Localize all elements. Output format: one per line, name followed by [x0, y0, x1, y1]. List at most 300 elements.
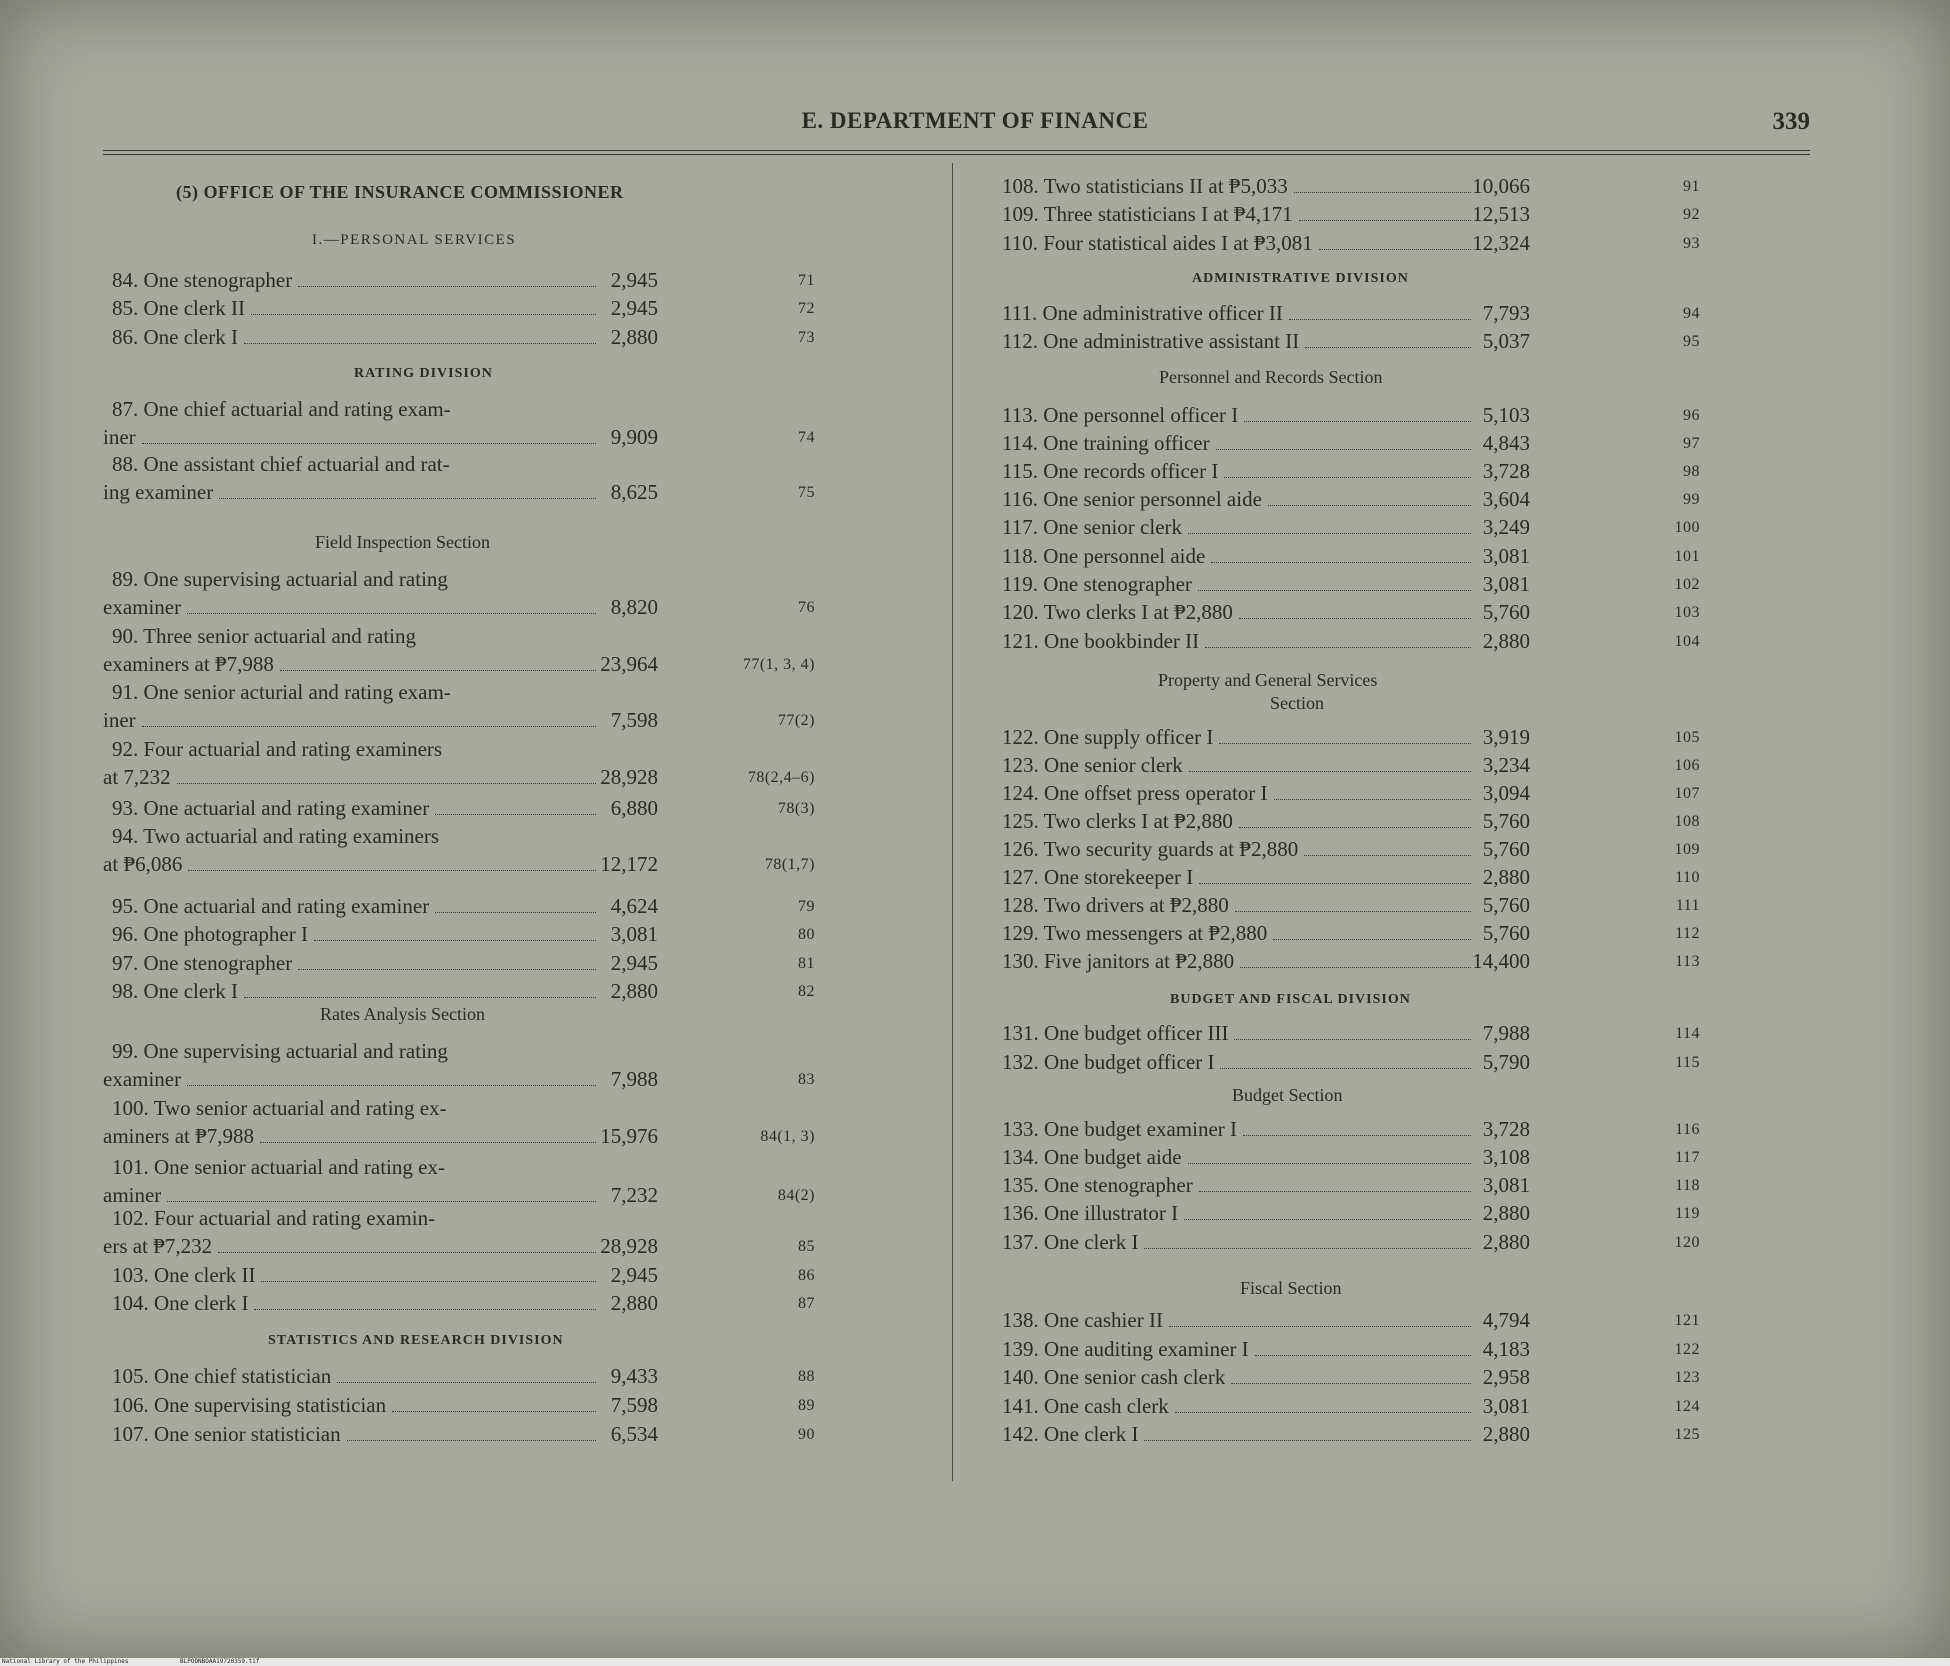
item-reference: 114 — [1675, 1025, 1700, 1042]
item-reference: 88 — [798, 1368, 815, 1385]
item-amount: 3,249 — [1482, 515, 1530, 539]
item-amount: 2,880 — [1482, 1230, 1530, 1254]
item-amount: 5,037 — [1482, 329, 1530, 353]
item-number: 104. — [112, 1291, 154, 1315]
leader-dots — [187, 1085, 596, 1086]
line-item — [1002, 1364, 1475, 1391]
item-reference: 113 — [1675, 953, 1700, 970]
item-reference: 89 — [798, 1397, 815, 1414]
item-number: 91. — [112, 680, 144, 704]
line-item-continuation — [103, 594, 600, 621]
line-item — [1002, 948, 1475, 975]
item-description-cont: aminers at ₱7,988 — [103, 1124, 255, 1148]
line-item-continuation — [103, 651, 600, 678]
item-number: 106. — [112, 1393, 154, 1417]
line-item-text — [112, 736, 442, 763]
item-amount: 2,880 — [1482, 1201, 1530, 1225]
item-label — [1002, 599, 1233, 626]
item-number: 127. — [1002, 865, 1044, 889]
item-reference: 111 — [1675, 897, 1700, 914]
heading-property-services-2: Section — [1270, 693, 1324, 713]
line-item-continuation — [103, 1066, 600, 1093]
item-number: 121. — [1002, 629, 1044, 653]
line-item — [1002, 1307, 1475, 1334]
item-label — [1002, 402, 1238, 429]
item-reference: 77(2) — [777, 712, 815, 729]
item-label — [112, 921, 308, 948]
item-label — [1002, 486, 1262, 513]
item-reference: 93 — [1683, 235, 1700, 252]
line-item-text — [112, 1038, 448, 1065]
line-item — [1002, 808, 1475, 835]
item-amount: 7,988 — [1482, 1021, 1530, 1045]
line-item — [112, 893, 600, 920]
item-number: 92. — [112, 737, 144, 761]
line-item — [112, 295, 600, 322]
item-number: 125. — [1002, 809, 1044, 833]
item-amount: 7,988 — [610, 1067, 658, 1091]
line-item — [112, 1421, 600, 1448]
item-number: 130. — [1002, 949, 1044, 973]
item-number: 112. — [1002, 329, 1044, 353]
item-reference: 123 — [1674, 1369, 1700, 1386]
item-description-cont: ing examiner — [103, 480, 214, 504]
item-label — [112, 950, 292, 977]
line-item-text — [112, 679, 451, 706]
item-description: One bookbinder II — [1044, 629, 1200, 653]
line-item — [112, 950, 600, 977]
item-description-cont: at 7,232 — [103, 765, 171, 789]
item-description: One supply officer I — [1044, 725, 1214, 749]
item-reference: 120 — [1674, 1234, 1700, 1251]
item-reference: 108 — [1674, 813, 1700, 830]
item-amount: 5,760 — [1482, 809, 1530, 833]
item-number: 86. — [112, 325, 144, 349]
line-item-text — [112, 823, 439, 850]
item-label — [1002, 752, 1183, 779]
scan-footer — [0, 1658, 1950, 1666]
item-amount: 12,513 — [1472, 202, 1530, 226]
item-description: One senior cash clerk — [1044, 1365, 1226, 1389]
line-item — [1002, 328, 1475, 355]
item-amount: 7,598 — [610, 708, 658, 732]
item-reference: 80 — [798, 926, 815, 943]
item-description: One clerk I — [154, 1291, 249, 1315]
item-number: 122. — [1002, 725, 1044, 749]
line-item-continuation — [103, 764, 600, 791]
item-reference: 95 — [1683, 333, 1700, 350]
item-description: One senior clerk — [1043, 515, 1183, 539]
line-item-continuation — [103, 1123, 600, 1150]
item-label — [112, 1290, 248, 1317]
item-amount: 4,624 — [610, 894, 658, 918]
item-number: 90. — [112, 624, 144, 648]
item-label — [1002, 1049, 1214, 1076]
item-amount: 9,909 — [610, 425, 658, 449]
item-amount: 2,880 — [610, 1291, 658, 1315]
item-number: 97. — [112, 951, 144, 975]
item-label — [112, 795, 429, 822]
item-description: One budget examiner I — [1044, 1117, 1238, 1141]
heading-property-services: Property and General Services — [1158, 670, 1378, 690]
line-item — [1002, 1116, 1475, 1143]
item-description-cont: iner — [103, 708, 136, 732]
line-item — [112, 1262, 600, 1289]
line-item — [1002, 571, 1475, 598]
item-label — [112, 978, 238, 1005]
item-number: 111. — [1002, 301, 1043, 325]
item-label — [1002, 808, 1233, 835]
item-reference: 110 — [1675, 869, 1700, 886]
item-number: 95. — [112, 894, 144, 918]
item-number: 88. — [112, 452, 144, 476]
item-amount: 3,728 — [1482, 1117, 1530, 1141]
line-item — [1002, 752, 1475, 779]
item-reference: 94 — [1683, 305, 1700, 322]
item-label — [1002, 230, 1313, 257]
line-item-continuation — [103, 707, 600, 734]
item-label — [1002, 892, 1229, 919]
item-description: One clerk II — [143, 296, 245, 320]
item-number: 115. — [1002, 459, 1044, 483]
line-item-text — [112, 566, 448, 593]
item-description-cont: examiner — [103, 595, 182, 619]
item-amount: 28,928 — [600, 1234, 658, 1258]
line-item — [112, 324, 600, 351]
item-reference: 75 — [798, 484, 815, 501]
item-description: One personnel officer I — [1043, 403, 1239, 427]
item-description: One assistant chief actuarial and rat- — [143, 452, 450, 476]
leader-dots — [261, 1281, 596, 1282]
line-item — [112, 1392, 600, 1419]
item-label — [112, 1421, 341, 1448]
line-item — [1002, 780, 1475, 807]
footer-library: National Library of the Philippines — [2, 1658, 129, 1665]
item-number: 129. — [1002, 921, 1044, 945]
heading-administrative-division: ADMINISTRATIVE DIVISION — [1192, 271, 1409, 286]
line-item — [1002, 486, 1475, 513]
item-description: One cashier II — [1044, 1308, 1163, 1332]
item-label — [1002, 1336, 1249, 1363]
item-number: 135. — [1002, 1173, 1044, 1197]
item-reference: 76 — [798, 599, 815, 616]
item-amount: 10,066 — [1472, 174, 1530, 198]
item-label — [1002, 1200, 1178, 1227]
footer-file: BLPODNBOAA19720359.tif — [180, 1658, 260, 1665]
item-amount: 3,081 — [1482, 1394, 1530, 1418]
item-reference: 82 — [798, 983, 815, 1000]
item-description-cont: examiner — [103, 1067, 182, 1091]
item-reference: 83 — [798, 1071, 815, 1088]
line-item — [1002, 920, 1475, 947]
item-description: One budget officer III — [1044, 1021, 1229, 1045]
office-title: (5) OFFICE OF THE INSURANCE COMMISSIONER — [176, 182, 624, 202]
leader-dots — [142, 443, 596, 444]
item-reference: 119 — [1675, 1205, 1700, 1222]
line-item — [112, 795, 600, 822]
item-amount: 6,534 — [610, 1422, 658, 1446]
item-description: One clerk I — [1044, 1230, 1139, 1254]
item-description: One chief actuarial and rating exam- — [143, 397, 451, 421]
item-label — [1002, 430, 1210, 457]
line-item — [1002, 1144, 1475, 1171]
line-item — [112, 978, 600, 1005]
item-amount: 2,880 — [1482, 865, 1530, 889]
item-description: One supervising actuarial and rating — [143, 567, 448, 591]
line-item — [1002, 201, 1475, 228]
item-reference: 96 — [1683, 407, 1700, 424]
item-label — [1002, 571, 1192, 598]
item-number: 98. — [112, 979, 144, 1003]
leader-dots — [142, 726, 596, 727]
line-item — [1002, 628, 1475, 655]
item-description: One supervising statistician — [154, 1393, 387, 1417]
line-item — [1002, 892, 1475, 919]
item-description: One clerk II — [154, 1263, 256, 1287]
item-amount: 7,793 — [1482, 301, 1530, 325]
item-description: One actuarial and rating examiner — [143, 894, 430, 918]
item-amount: 8,820 — [610, 595, 658, 619]
item-number: 118. — [1002, 544, 1044, 568]
item-description: Two actuarial and rating examiners — [143, 824, 440, 848]
item-reference: 124 — [1674, 1398, 1700, 1415]
item-amount: 5,790 — [1482, 1050, 1530, 1074]
line-item — [1002, 402, 1475, 429]
item-amount: 2,880 — [1482, 1422, 1530, 1446]
item-description: One storekeeper I — [1044, 865, 1194, 889]
item-reference: 78(3) — [777, 800, 815, 817]
leader-dots — [167, 1201, 596, 1202]
leader-dots — [260, 1142, 596, 1143]
item-number: 133. — [1002, 1117, 1044, 1141]
item-reference: 125 — [1674, 1426, 1700, 1443]
heading-rating-division: RATING DIVISION — [354, 366, 493, 381]
item-reference: 104 — [1674, 633, 1700, 650]
item-description: One auditing examiner I — [1044, 1337, 1249, 1361]
item-amount: 12,324 — [1472, 231, 1530, 255]
item-reference: 106 — [1674, 757, 1700, 774]
line-item-continuation — [103, 424, 600, 451]
item-description: Three statisticians I at ₱4,171 — [1043, 202, 1293, 226]
item-amount: 4,843 — [1482, 431, 1530, 455]
item-amount: 3,081 — [610, 922, 658, 946]
line-item — [1002, 1049, 1475, 1076]
page-number: 339 — [1772, 108, 1810, 135]
item-description-cont: iner — [103, 425, 136, 449]
item-number: 140. — [1002, 1365, 1044, 1389]
item-number: 137. — [1002, 1230, 1044, 1254]
item-reference: 72 — [798, 300, 815, 317]
item-number: 126. — [1002, 837, 1044, 861]
item-description: One administrative assistant II — [1043, 329, 1300, 353]
item-description: One senior clerk — [1044, 753, 1183, 777]
item-number: 99. — [112, 1039, 144, 1063]
item-description: Two security guards at ₱2,880 — [1043, 837, 1299, 861]
item-description: One budget officer I — [1044, 1050, 1215, 1074]
line-item — [1002, 599, 1475, 626]
item-label — [1002, 514, 1182, 541]
item-number: 113. — [1002, 403, 1044, 427]
leader-dots — [177, 783, 596, 784]
item-description: One clerk I — [143, 979, 238, 1003]
item-amount: 9,433 — [610, 1364, 658, 1388]
item-number: 131. — [1002, 1021, 1044, 1045]
item-description: One senior acturial and rating exam- — [143, 680, 451, 704]
item-number: 87. — [112, 397, 144, 421]
item-description-cont: aminer — [103, 1183, 162, 1207]
line-item — [1002, 864, 1475, 891]
item-description: One personnel aide — [1043, 544, 1206, 568]
item-amount: 2,945 — [610, 268, 658, 292]
item-reference: 103 — [1674, 604, 1700, 621]
item-description: Two clerks I at ₱2,880 — [1043, 600, 1233, 624]
item-label — [1002, 1393, 1169, 1420]
item-number: 134. — [1002, 1145, 1044, 1169]
item-label — [1002, 1144, 1182, 1171]
item-description: Two statisticians II at ₱5,033 — [1043, 174, 1288, 198]
heading-budget-fiscal-division: BUDGET AND FISCAL DIVISION — [1170, 992, 1411, 1007]
item-number: 139. — [1002, 1337, 1044, 1361]
item-label — [1002, 836, 1298, 863]
item-description: One cash clerk — [1044, 1394, 1169, 1418]
item-label — [112, 295, 245, 322]
item-label — [1002, 543, 1205, 570]
item-description: One administrative officer II — [1042, 301, 1283, 325]
item-amount: 5,760 — [1482, 893, 1530, 917]
item-amount: 8,625 — [610, 480, 658, 504]
item-number: 89. — [112, 567, 144, 591]
item-description: Four actuarial and rating examiners — [143, 737, 443, 761]
item-reference: 112 — [1675, 925, 1700, 942]
item-amount: 3,604 — [1482, 487, 1530, 511]
item-description: One photographer I — [143, 922, 308, 946]
item-reference: 109 — [1674, 841, 1700, 858]
item-label — [1002, 1364, 1225, 1391]
item-label — [1002, 948, 1234, 975]
item-number: 109. — [1002, 202, 1044, 226]
item-amount: 6,880 — [610, 796, 658, 820]
item-number: 105. — [112, 1364, 154, 1388]
item-label — [112, 267, 292, 294]
line-item — [1002, 1336, 1475, 1363]
line-item-continuation — [103, 851, 600, 878]
item-amount: 3,081 — [1482, 572, 1530, 596]
item-amount: 2,880 — [610, 979, 658, 1003]
item-amount: 3,919 — [1482, 725, 1530, 749]
item-amount: 3,094 — [1482, 781, 1530, 805]
item-label — [1002, 724, 1213, 751]
item-amount: 2,880 — [610, 325, 658, 349]
heading-personnel-records: Personnel and Records Section — [1159, 367, 1383, 387]
line-item — [1002, 458, 1475, 485]
item-amount: 5,760 — [1482, 600, 1530, 624]
item-reference: 92 — [1683, 206, 1700, 223]
item-amount: 7,232 — [610, 1183, 658, 1207]
leader-dots — [187, 613, 596, 614]
heading-statistics-division: STATISTICS AND RESEARCH DIVISION — [268, 1333, 564, 1348]
line-item — [1002, 543, 1475, 570]
item-description: One records officer I — [1043, 459, 1219, 483]
line-item — [112, 1363, 600, 1390]
item-number: 114. — [1002, 431, 1044, 455]
item-number: 85. — [112, 296, 144, 320]
item-number: 96. — [112, 922, 144, 946]
item-reference: 105 — [1674, 729, 1700, 746]
leader-dots — [244, 343, 596, 344]
item-description: Two senior actuarial and rating ex- — [153, 1096, 447, 1120]
line-item — [1002, 1200, 1475, 1227]
item-number: 102. — [112, 1206, 154, 1230]
item-number: 132. — [1002, 1050, 1044, 1074]
item-description: One stenographer — [143, 268, 293, 292]
item-number: 100. — [112, 1096, 154, 1120]
item-label — [1002, 920, 1267, 947]
item-amount: 2,945 — [610, 951, 658, 975]
item-amount: 5,103 — [1482, 403, 1530, 427]
item-description: One stenographer — [143, 951, 293, 975]
item-description: One clerk I — [1044, 1422, 1139, 1446]
item-reference: 74 — [798, 429, 815, 446]
leader-dots — [254, 1309, 596, 1310]
column-divider — [952, 163, 953, 1481]
item-reference: 78(1,7) — [764, 856, 815, 873]
item-description: Four actuarial and rating examin- — [154, 1206, 436, 1230]
item-description: One senior personnel aide — [1043, 487, 1262, 511]
item-amount: 2,945 — [610, 1263, 658, 1287]
item-reference: 86 — [798, 1267, 815, 1284]
line-item-continuation — [103, 1233, 600, 1260]
item-label — [1002, 300, 1283, 327]
item-number: 107. — [112, 1422, 154, 1446]
line-item — [1002, 300, 1475, 327]
item-description-cont: at ₱6,086 — [103, 852, 183, 876]
item-amount: 5,760 — [1482, 921, 1530, 945]
item-description: One stenographer — [1043, 572, 1192, 596]
item-number: 119. — [1002, 572, 1044, 596]
item-number: 84. — [112, 268, 144, 292]
page-title: E. DEPARTMENT OF FINANCE — [801, 108, 1149, 133]
item-description: One senior statistician — [154, 1422, 341, 1446]
item-reference: 99 — [1683, 491, 1700, 508]
line-item — [1002, 230, 1475, 257]
leader-dots — [218, 1252, 596, 1253]
line-item — [112, 267, 600, 294]
item-reference: 87 — [798, 1295, 815, 1312]
line-item — [112, 1290, 600, 1317]
item-number: 128. — [1002, 893, 1044, 917]
item-label — [1002, 780, 1268, 807]
item-number: 142. — [1002, 1422, 1044, 1446]
item-reference: 71 — [798, 272, 815, 289]
line-item-text — [112, 1205, 435, 1232]
line-item — [1002, 1020, 1475, 1047]
heading-rates-analysis: Rates Analysis Section — [320, 1004, 485, 1024]
line-item-text — [112, 396, 451, 423]
item-number: 120. — [1002, 600, 1044, 624]
item-label — [1002, 1229, 1138, 1256]
item-amount: 5,760 — [1482, 837, 1530, 861]
item-description: One clerk I — [143, 325, 238, 349]
item-amount: 3,108 — [1482, 1145, 1530, 1169]
item-number: 101. — [112, 1155, 154, 1179]
item-reference: 118 — [1675, 1177, 1700, 1194]
item-description: Three senior actuarial and rating — [143, 624, 416, 648]
item-label — [112, 893, 429, 920]
item-reference: 117 — [1675, 1149, 1700, 1166]
item-description: One supervising actuarial and rating — [143, 1039, 448, 1063]
header-rule-2 — [103, 154, 1810, 155]
item-label — [1002, 201, 1293, 228]
